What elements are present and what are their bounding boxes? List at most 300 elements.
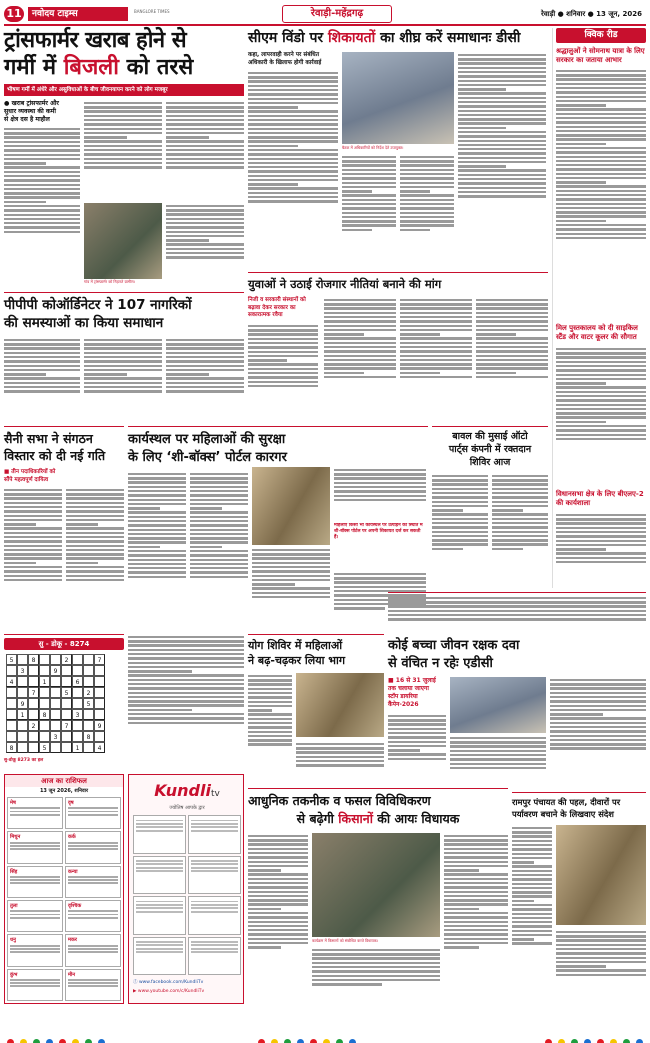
masthead-rule xyxy=(4,24,646,26)
text-line xyxy=(84,115,162,117)
text-line xyxy=(248,145,298,147)
text-line xyxy=(492,475,548,477)
text-line xyxy=(400,173,454,175)
text-line xyxy=(84,119,162,121)
text-line xyxy=(476,325,548,327)
text-line xyxy=(400,220,454,222)
text-line xyxy=(252,583,295,585)
text-line xyxy=(444,891,508,893)
text-line xyxy=(550,713,603,715)
text-line xyxy=(444,921,508,923)
text-line xyxy=(324,342,396,344)
text-line xyxy=(136,860,183,862)
text-line xyxy=(550,739,646,741)
text-line xyxy=(248,89,338,91)
text-line xyxy=(4,553,62,555)
wall-painting-photo xyxy=(556,825,646,925)
sudoku-cell xyxy=(83,709,94,720)
text-line xyxy=(444,839,508,841)
body-col-1 xyxy=(248,323,318,419)
sudoku-box xyxy=(4,634,124,770)
headline-line-2: पर्यावरण बचाने के लिखवाए संदेश xyxy=(512,809,614,819)
sudoku-cell xyxy=(72,720,83,731)
body-col-2a xyxy=(342,154,396,266)
text-line xyxy=(66,489,124,491)
text-line xyxy=(248,869,281,871)
registration-dot xyxy=(610,1039,617,1043)
text-line xyxy=(444,895,508,897)
text-line xyxy=(556,164,646,166)
text-line xyxy=(512,848,552,850)
section-title: रेवाड़ी-महेंद्रगढ़ xyxy=(282,5,392,23)
text-line xyxy=(10,842,60,844)
text-line xyxy=(556,965,606,967)
text-line xyxy=(400,303,472,305)
text-line xyxy=(342,173,396,175)
sudoku-cell xyxy=(28,742,39,753)
text-line xyxy=(492,492,548,494)
text-line xyxy=(166,162,244,164)
story-transformer xyxy=(4,28,244,288)
text-line xyxy=(334,486,426,488)
text-line xyxy=(248,705,292,707)
edition-small: BANGLORE TIMES xyxy=(134,9,170,14)
text-line xyxy=(550,683,646,685)
text-line xyxy=(458,80,546,82)
text-line xyxy=(400,182,454,184)
text-line xyxy=(252,553,330,555)
text-line xyxy=(492,509,523,511)
text-line xyxy=(444,865,508,867)
page-number: 11 xyxy=(4,6,24,22)
rashi-name: कुंभ xyxy=(10,971,18,978)
dots-mid xyxy=(255,1031,359,1043)
text-line xyxy=(388,728,446,730)
text-line xyxy=(190,576,248,578)
text-line xyxy=(556,931,646,933)
text-line xyxy=(190,563,248,565)
sudoku-cell xyxy=(17,742,28,753)
text-line xyxy=(248,718,292,720)
sudoku-cell: 1 xyxy=(17,709,28,720)
text-line xyxy=(432,505,488,507)
text-line xyxy=(342,199,396,201)
text-line xyxy=(556,160,646,162)
text-line xyxy=(458,127,506,129)
text-line xyxy=(4,231,80,233)
text-line xyxy=(84,149,162,151)
text-line xyxy=(388,715,446,717)
text-line xyxy=(248,351,318,353)
text-line xyxy=(4,575,62,577)
text-line xyxy=(400,203,454,205)
text-line xyxy=(556,100,646,102)
body-col-1 xyxy=(248,70,338,266)
text-line xyxy=(512,874,552,876)
text-line xyxy=(400,156,454,158)
text-line xyxy=(492,479,548,481)
text-line xyxy=(128,700,244,702)
text-line xyxy=(476,320,548,322)
text-line xyxy=(324,299,396,301)
text-line xyxy=(324,367,396,369)
lead-text xyxy=(388,595,646,635)
text-line xyxy=(166,132,244,134)
text-line xyxy=(458,110,546,112)
text-line xyxy=(248,852,308,854)
text-line xyxy=(492,488,548,490)
text-line xyxy=(252,575,330,577)
body-col-1 xyxy=(4,126,80,286)
text-line xyxy=(400,177,454,179)
rashi-name: मेष xyxy=(10,800,16,806)
text-line xyxy=(312,949,440,951)
text-line xyxy=(191,863,238,865)
story-farmers xyxy=(248,788,508,1006)
text-line xyxy=(556,113,646,115)
text-line xyxy=(550,726,646,728)
text-line xyxy=(166,256,244,258)
text-line xyxy=(492,543,548,545)
strap: भीषण गर्मी में अंधेरे और असुविधाओं के बीच जीवनयापन करने को लोग मजबूर xyxy=(4,84,244,96)
text-line xyxy=(136,907,183,909)
text-line xyxy=(556,378,646,380)
photo-caption: गांव में ट्रांसफार्मर को निहारते ग्रामीण। xyxy=(84,279,136,284)
text-line xyxy=(458,187,546,189)
text-line xyxy=(128,511,186,513)
sudoku-cell: 2 xyxy=(28,720,39,731)
text-line xyxy=(248,115,338,117)
text-line xyxy=(556,151,646,153)
text-line xyxy=(492,496,548,498)
text-line xyxy=(10,879,60,881)
sudoku-cell xyxy=(94,676,105,687)
text-line xyxy=(248,938,308,940)
text-line xyxy=(550,696,646,698)
farmers-photo xyxy=(312,833,440,937)
text-line xyxy=(492,505,548,507)
text-line xyxy=(128,507,160,509)
text-line xyxy=(342,203,396,205)
text-line xyxy=(166,390,244,392)
text-line xyxy=(248,908,281,910)
text-line xyxy=(4,360,80,362)
body-col-2 xyxy=(450,735,546,785)
text-line xyxy=(432,513,488,515)
text-line xyxy=(458,54,546,56)
registration-dot xyxy=(258,1039,265,1043)
sudoku-answer-label: सु-डोकू 8273 का हल xyxy=(4,758,44,763)
text-line xyxy=(166,239,209,241)
text-line xyxy=(400,199,454,201)
text-line xyxy=(4,493,62,495)
text-line xyxy=(550,679,646,681)
text-line xyxy=(248,329,318,331)
subheads xyxy=(4,100,82,124)
rashi-name: मकर xyxy=(68,937,77,944)
sudoku-cell xyxy=(17,731,28,742)
text-line xyxy=(190,533,248,535)
text-line xyxy=(252,596,330,598)
text-line xyxy=(476,346,548,348)
text-line xyxy=(556,531,646,533)
text-line xyxy=(190,529,248,531)
registration-dot xyxy=(46,1039,53,1043)
text-line xyxy=(4,545,62,547)
text-line xyxy=(84,110,162,112)
text-line xyxy=(248,713,292,715)
text-line xyxy=(128,636,244,638)
text-line xyxy=(191,944,238,946)
text-line xyxy=(512,887,552,889)
subhead-1: ● खराब ट्रांसफार्मर और xyxy=(4,100,59,107)
kundli-youtube[interactable]: ▶ www.youtube.com/c/KundliTv xyxy=(133,989,205,994)
text-line xyxy=(10,811,60,813)
text-line xyxy=(66,497,124,499)
ad-tile xyxy=(133,815,186,854)
text-line xyxy=(4,339,80,341)
kundli-ad xyxy=(128,774,244,1004)
rashi-name: कर्क xyxy=(68,834,76,841)
text-line xyxy=(432,518,488,520)
text-line xyxy=(444,938,508,940)
text-line xyxy=(66,519,124,521)
text-line xyxy=(342,220,396,222)
text-line xyxy=(248,895,308,897)
sudoku-cell xyxy=(72,687,83,698)
body-col-1 xyxy=(388,713,446,785)
text-line xyxy=(248,683,292,685)
rashi-entry xyxy=(7,866,63,898)
body-col-1 xyxy=(432,473,488,585)
text-line xyxy=(400,342,472,344)
sudoku-clues-text xyxy=(128,634,244,770)
text-line xyxy=(190,537,248,539)
text-line xyxy=(248,346,318,348)
text-line xyxy=(312,966,440,968)
ad-tile xyxy=(188,937,241,976)
text-line xyxy=(492,535,548,537)
text-line xyxy=(324,359,396,361)
text-line xyxy=(342,182,396,184)
text-line xyxy=(66,536,124,538)
text-line xyxy=(458,140,546,142)
text-line xyxy=(512,925,552,927)
subhead-2: सुधार व्यवस्था की कमी xyxy=(4,108,56,115)
sudoku-cell xyxy=(6,731,17,742)
text-line xyxy=(476,303,548,305)
text-line xyxy=(556,561,646,563)
story-child xyxy=(388,592,646,788)
sudoku-cell xyxy=(83,665,94,676)
sudoku-cell xyxy=(94,731,105,742)
text-line xyxy=(324,303,396,305)
text-line xyxy=(432,522,488,524)
sudoku-cell: 5 xyxy=(39,742,50,753)
sudoku-cell xyxy=(17,720,28,731)
text-line xyxy=(136,826,183,828)
text-line xyxy=(84,360,162,362)
text-line xyxy=(128,683,244,685)
text-line xyxy=(432,543,488,545)
text-line xyxy=(550,700,646,702)
registration-dot xyxy=(597,1039,604,1043)
text-line xyxy=(190,486,248,488)
text-line xyxy=(191,867,238,869)
kundli-facebook[interactable]: ⓕ www.facebook.com/KundliTv xyxy=(133,980,204,985)
text-line xyxy=(400,359,472,361)
text-line xyxy=(444,886,508,888)
text-line xyxy=(476,337,548,339)
text-line xyxy=(342,224,396,226)
text-line xyxy=(512,942,552,944)
text-line xyxy=(342,164,396,166)
subhead-1: ■ तीन पदाधिकारियों को xyxy=(4,469,56,475)
text-line xyxy=(556,412,646,414)
text-line xyxy=(556,190,646,192)
registration-dot xyxy=(349,1039,356,1043)
registration-dot xyxy=(558,1039,565,1043)
sudoku-cell xyxy=(61,742,72,753)
child-photo xyxy=(450,677,546,733)
text-line xyxy=(248,363,318,365)
text-line xyxy=(492,518,548,520)
text-line xyxy=(458,144,546,146)
text-line xyxy=(444,856,508,858)
text-line xyxy=(248,743,292,745)
text-line xyxy=(476,355,548,357)
text-line xyxy=(556,194,646,196)
text-line xyxy=(4,192,80,194)
text-line xyxy=(512,900,534,902)
text-line xyxy=(400,325,472,327)
text-line xyxy=(128,541,186,543)
text-line xyxy=(458,92,546,94)
text-line xyxy=(166,339,244,341)
sudoku-cell xyxy=(94,665,105,676)
text-line xyxy=(556,348,646,350)
text-line xyxy=(10,910,60,912)
body-col-1 xyxy=(4,487,62,627)
sudoku-cell: 3 xyxy=(17,665,28,676)
sudoku-cell xyxy=(39,720,50,731)
sudoku-cell xyxy=(6,709,17,720)
text-line xyxy=(556,203,646,205)
text-line xyxy=(334,482,426,484)
text-line xyxy=(252,592,330,594)
text-line xyxy=(550,705,646,707)
text-line xyxy=(324,320,396,322)
text-line xyxy=(334,495,426,497)
text-line xyxy=(66,562,98,564)
text-line xyxy=(400,224,454,226)
text-line xyxy=(400,190,430,192)
text-line xyxy=(248,722,292,724)
subheads: निजी व सरकारी संस्थानों को बढ़ावा देकर सरकार का सकारात्मक रवैया xyxy=(248,297,306,318)
text-line xyxy=(556,121,646,123)
text-line xyxy=(556,535,646,537)
text-line xyxy=(166,140,244,142)
text-line xyxy=(444,848,508,850)
text-line xyxy=(556,198,646,200)
text-line xyxy=(556,952,646,954)
text-line xyxy=(458,157,546,159)
text-line xyxy=(136,820,183,822)
text-line xyxy=(512,870,552,872)
sudoku-cell: 9 xyxy=(94,720,105,731)
text-line xyxy=(191,941,238,943)
text-line xyxy=(556,557,646,559)
registration-dot xyxy=(72,1039,79,1043)
quick-read-item-1-title: श्रद्धालुओं ने सोमनाथ यात्रा के लिए सरकार का जताया आभार xyxy=(556,47,645,64)
text-line xyxy=(190,481,248,483)
text-line xyxy=(68,876,118,878)
text-line xyxy=(388,741,446,743)
text-line xyxy=(10,945,60,947)
text-line xyxy=(556,429,646,431)
body-col-4a xyxy=(334,467,426,521)
text-line xyxy=(10,876,60,878)
text-line xyxy=(388,605,646,607)
text-line xyxy=(388,723,446,725)
text-line xyxy=(450,767,546,769)
text-line xyxy=(512,878,552,880)
text-line xyxy=(128,546,160,548)
text-line xyxy=(444,933,508,935)
body-col-2 xyxy=(84,337,162,419)
text-line xyxy=(4,209,80,211)
text-line xyxy=(128,550,186,552)
text-line xyxy=(10,882,60,884)
text-line xyxy=(432,526,488,528)
text-line xyxy=(444,899,508,901)
text-line xyxy=(4,205,80,207)
text-line xyxy=(166,386,244,388)
text-line xyxy=(128,692,244,694)
registration-dot xyxy=(20,1039,27,1043)
text-line xyxy=(252,570,330,572)
text-line xyxy=(128,503,186,505)
headline-line-2: गर्मी में बिजली को तरसे xyxy=(4,55,194,80)
sudoku-cell: 5 xyxy=(6,654,17,665)
text-line xyxy=(388,601,646,603)
text-line xyxy=(342,160,396,162)
text-line xyxy=(248,882,308,884)
text-line xyxy=(512,908,552,910)
text-line xyxy=(248,325,318,327)
text-line xyxy=(66,515,124,517)
text-line xyxy=(388,753,446,755)
text-line xyxy=(458,75,546,77)
text-line xyxy=(128,657,244,659)
text-line xyxy=(296,760,384,762)
text-line xyxy=(190,473,248,475)
text-line xyxy=(248,735,292,737)
text-line xyxy=(84,356,162,358)
text-line xyxy=(388,610,646,612)
text-line xyxy=(166,145,244,147)
text-line xyxy=(4,162,46,164)
text-line xyxy=(248,921,308,923)
text-line xyxy=(342,216,396,218)
text-line xyxy=(458,122,546,124)
text-line xyxy=(136,944,183,946)
text-line xyxy=(128,576,186,578)
subhead-1: ■ 16 से 31 जुलाई xyxy=(388,677,436,684)
sudoku-cell xyxy=(6,665,17,676)
text-line xyxy=(166,166,244,168)
text-line xyxy=(4,347,80,349)
